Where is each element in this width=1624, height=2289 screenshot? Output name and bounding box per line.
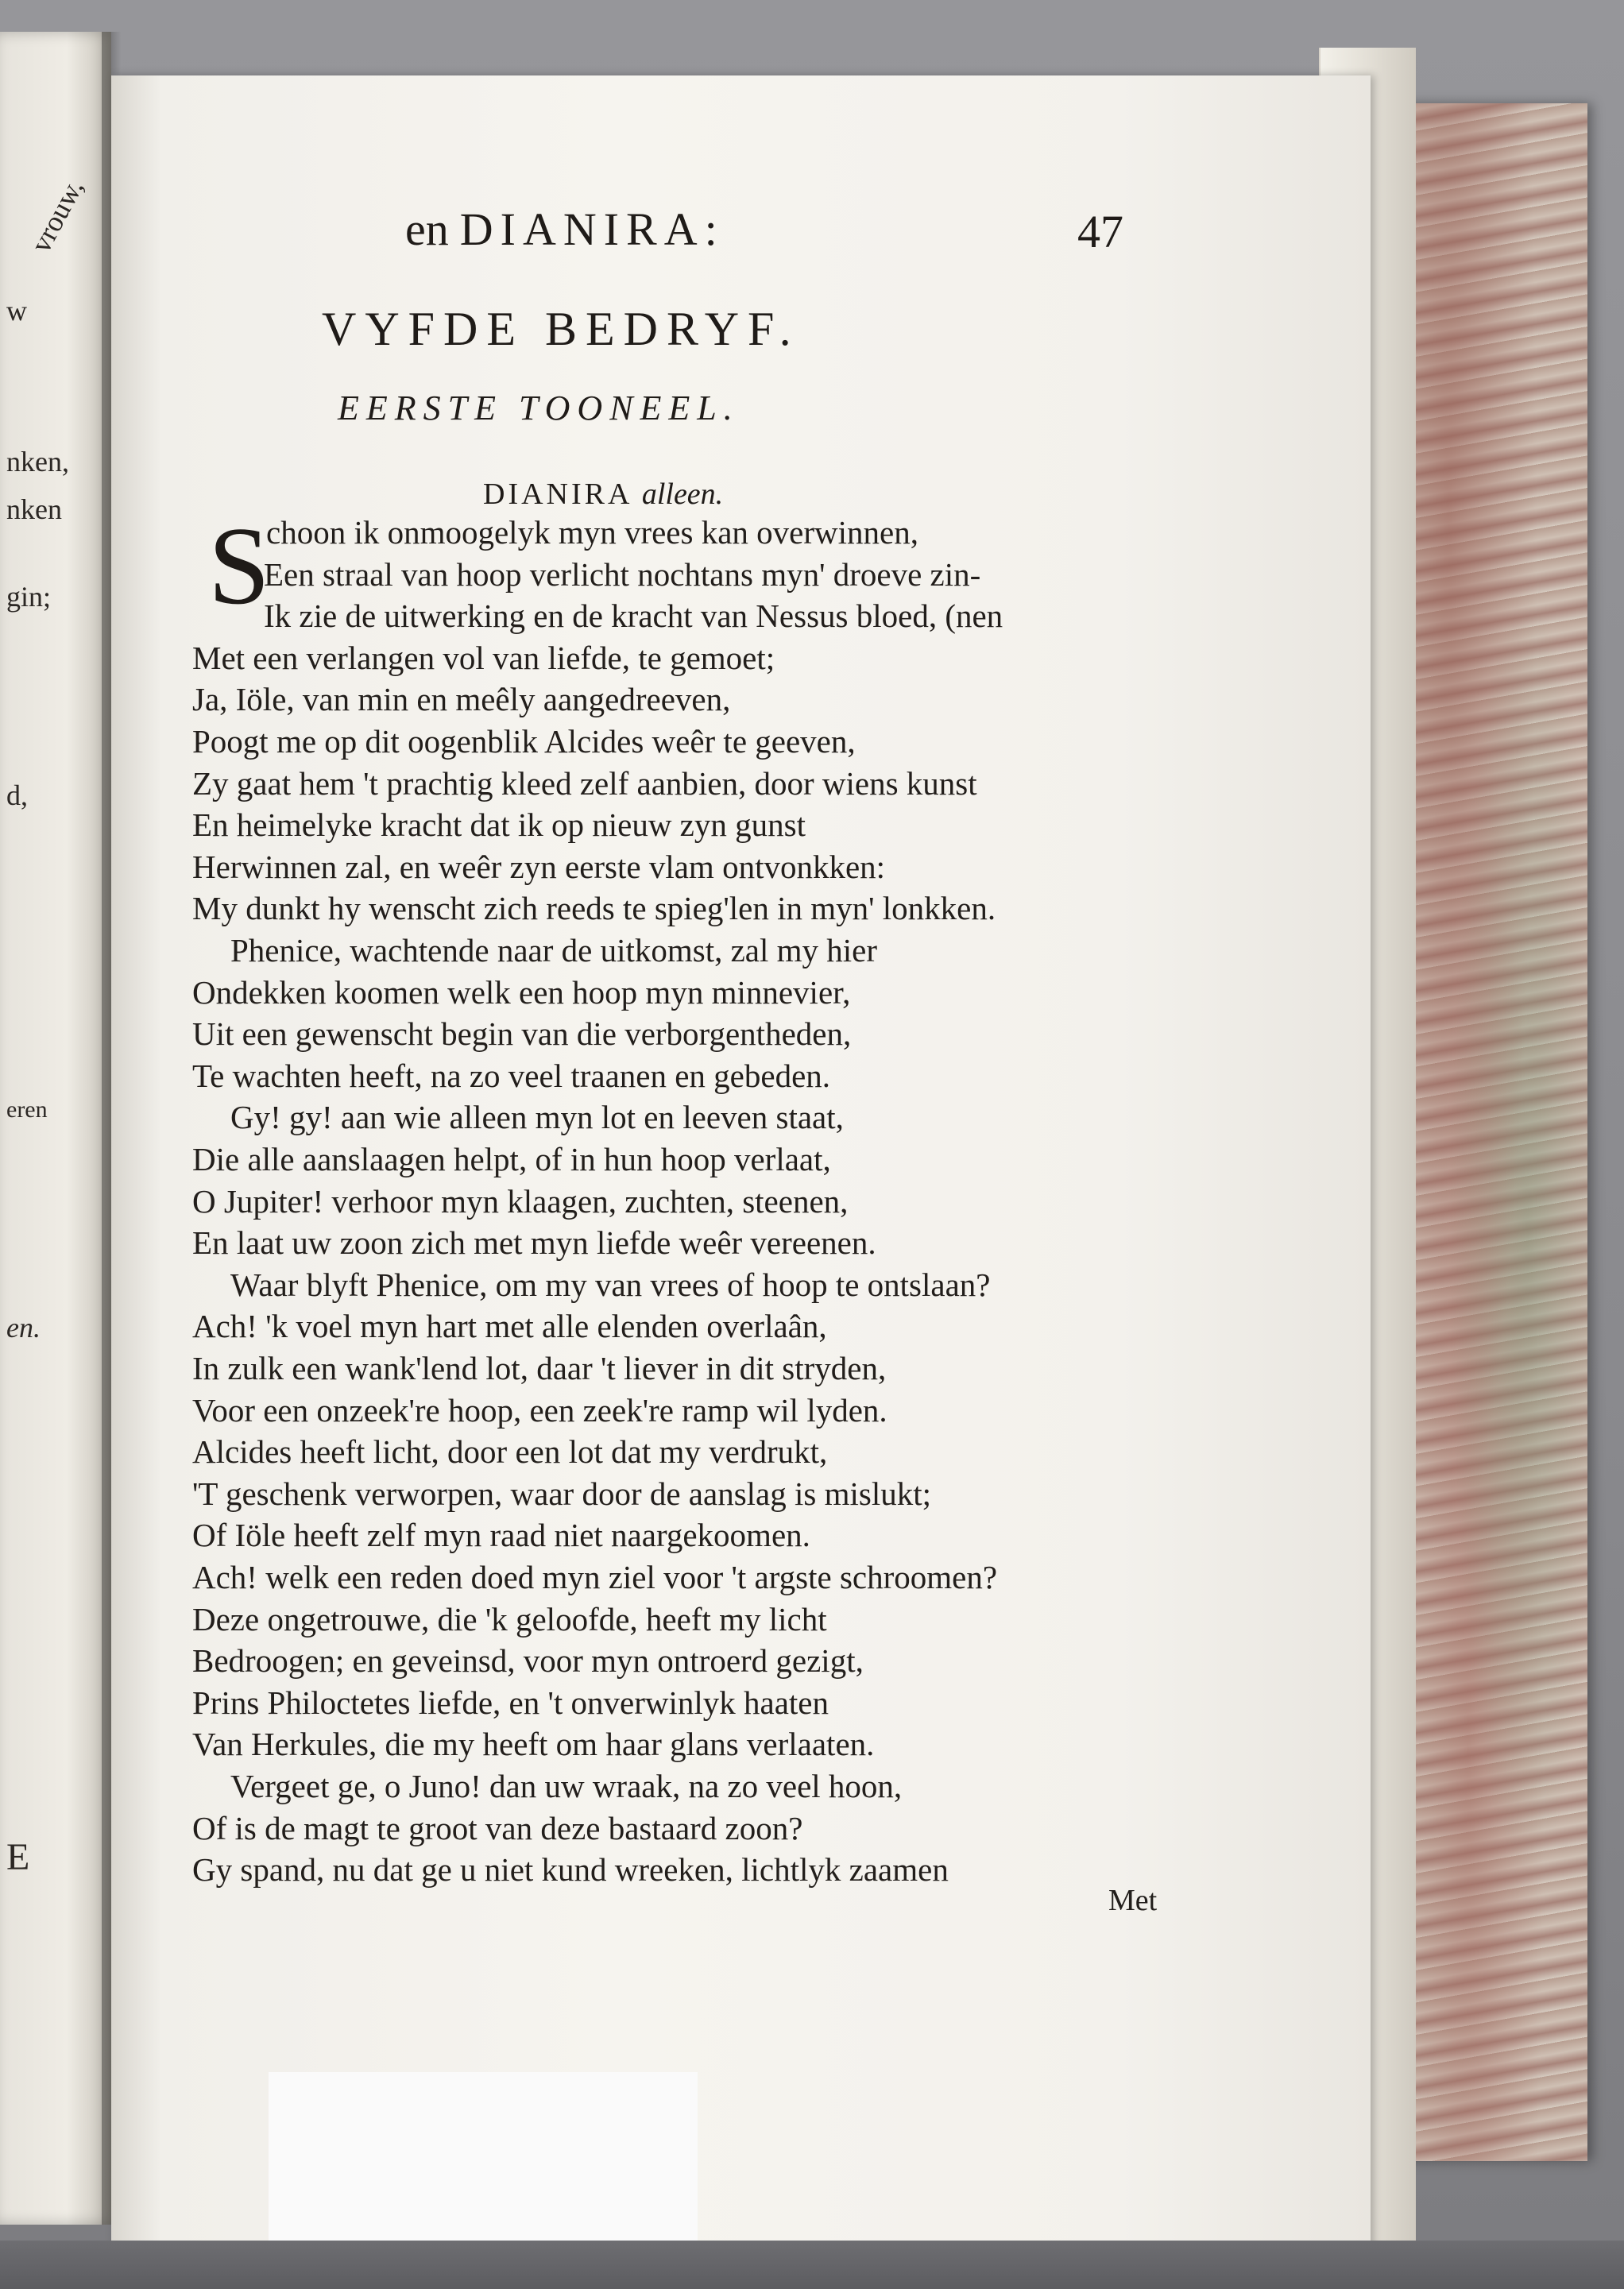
marbled-cover — [1386, 103, 1587, 2161]
left-page-fragment: en. — [6, 1312, 41, 1344]
verse-line: Ik zie de uitwerking en de kracht van Nessus bloed, (nen — [264, 597, 1003, 634]
verse-line: En heimelyke kracht dat ik op nieuw zyn gunst — [192, 806, 806, 843]
verse-line: choon ik onmoogelyk myn vrees kan overwinnen, — [266, 514, 918, 551]
verse-line: Deze ongetrouwe, die 'k geloofde, heeft my licht — [192, 1601, 827, 1637]
left-page-fragment: w — [6, 295, 27, 327]
verse-line: Voor een onzeek're hoop, een zeek're ramp wil lyden. — [192, 1392, 887, 1429]
scene-title: EERSTE TOONEEL. — [338, 389, 740, 427]
verse-line: Een straal van hoop verlicht nochtans myn' droeve zin- — [264, 556, 981, 593]
running-title — [405, 203, 725, 256]
facing-page-left — [0, 32, 111, 2225]
verse-line: O Jupiter! verhoor myn klaagen, zuchten, steenen, — [192, 1183, 849, 1220]
verse-line: 'T geschenk verworpen, waar door de aanslag is mislukt; — [192, 1475, 932, 1512]
left-page-fragment: vrouw, — [24, 173, 90, 258]
verse-line: Alcides heeft licht, door een lot dat my verdrukt, — [192, 1433, 828, 1470]
verse-line: Herwinnen zal, en weêr zyn eerste vlam ontvonkken: — [192, 849, 886, 885]
verse-line: My dunkt hy wenscht zich reeds te spieg'len in myn' lonkken. — [192, 890, 996, 926]
verse-line: Gy! gy! aan wie alleen myn lot en leeven staat, — [230, 1099, 844, 1135]
verse-line: Uit een gewenscht begin van die verborgentheden, — [192, 1015, 852, 1052]
catchword: Met — [1108, 1884, 1158, 1917]
running-title-prefix: en — [405, 203, 449, 255]
running-title-name: DIANIRA: — [459, 203, 725, 255]
verse-line: Of Iöle heeft zelf myn raad niet naargekoomen. — [192, 1517, 810, 1553]
verse-line: In zulk een wank'lend lot, daar 't liever in dit stryden, — [192, 1350, 887, 1386]
verse-line: Met een verlangen vol van liefde, te gemoet; — [192, 640, 775, 676]
verse-line: Prins Philoctetes liefde, en 't onverwinlyk haaten — [192, 1684, 829, 1721]
left-page-fragment: E — [6, 1836, 30, 1878]
verse-line: Phenice, wachtende naar de uitkomst, zal my hier — [230, 932, 878, 969]
verse-line: Waar blyft Phenice, om my van vrees of hoop te ontslaan? — [230, 1266, 991, 1303]
drop-cap: S — [208, 505, 270, 628]
left-page-fragment: gin; — [6, 581, 52, 613]
left-page-fragment: eren — [6, 1096, 48, 1123]
verse-line: Ondekken koomen welk een hoop myn minnevier, — [192, 974, 851, 1011]
verse-line: Poogt me op dit oogenblik Alcides weêr te geeven, — [192, 723, 856, 760]
verse-line: Bedroogen; en geveinsd, voor myn ontroerd gezigt, — [192, 1642, 864, 1679]
verse-line: Ach! welk een reden doed myn ziel voor 't argste schroomen? — [192, 1559, 998, 1595]
act-title: VYFDE BEDRYF. — [322, 303, 800, 355]
stage-direction: alleen. — [641, 478, 724, 511]
verse-line: Ja, Iöle, van min en meêly aangedreeven, — [192, 681, 731, 717]
verse-line: Te wachten heeft, na zo veel traanen en gebeden. — [192, 1058, 831, 1094]
verse-line: Gy spand, nu dat ge u niet kund wreeken, lichtlyk zaamen — [192, 1851, 949, 1888]
speaker-heading — [483, 477, 723, 512]
left-page-fragment: nken — [6, 493, 62, 525]
verse-line: En laat uw zoon zich met myn liefde weêr vereenen. — [192, 1224, 876, 1261]
verse-line: Vergeet ge, o Juno! dan uw wraak, na zo veel hoon, — [230, 1768, 903, 1804]
table-edge — [0, 2241, 1624, 2289]
speaker-name: DIANIRA — [483, 478, 632, 511]
left-page-fragment: d, — [6, 779, 28, 811]
verse-line: Van Herkules, die my heeft om haar glans verlaaten. — [192, 1726, 875, 1762]
left-page-fragment: nken, — [6, 446, 69, 478]
verse-line: Ach! 'k voel myn hart met alle elenden overlaân, — [192, 1308, 827, 1344]
verse-line: Die alle aanslaagen helpt, of in hun hoop verlaat, — [192, 1141, 831, 1177]
verse-line: Of is de magt te groot van deze bastaard zoon? — [192, 1810, 803, 1846]
verse-line: Zy gaat hem 't prachtig kleed zelf aanbien, door wiens kunst — [192, 765, 977, 802]
page-number: 47 — [1077, 206, 1123, 257]
